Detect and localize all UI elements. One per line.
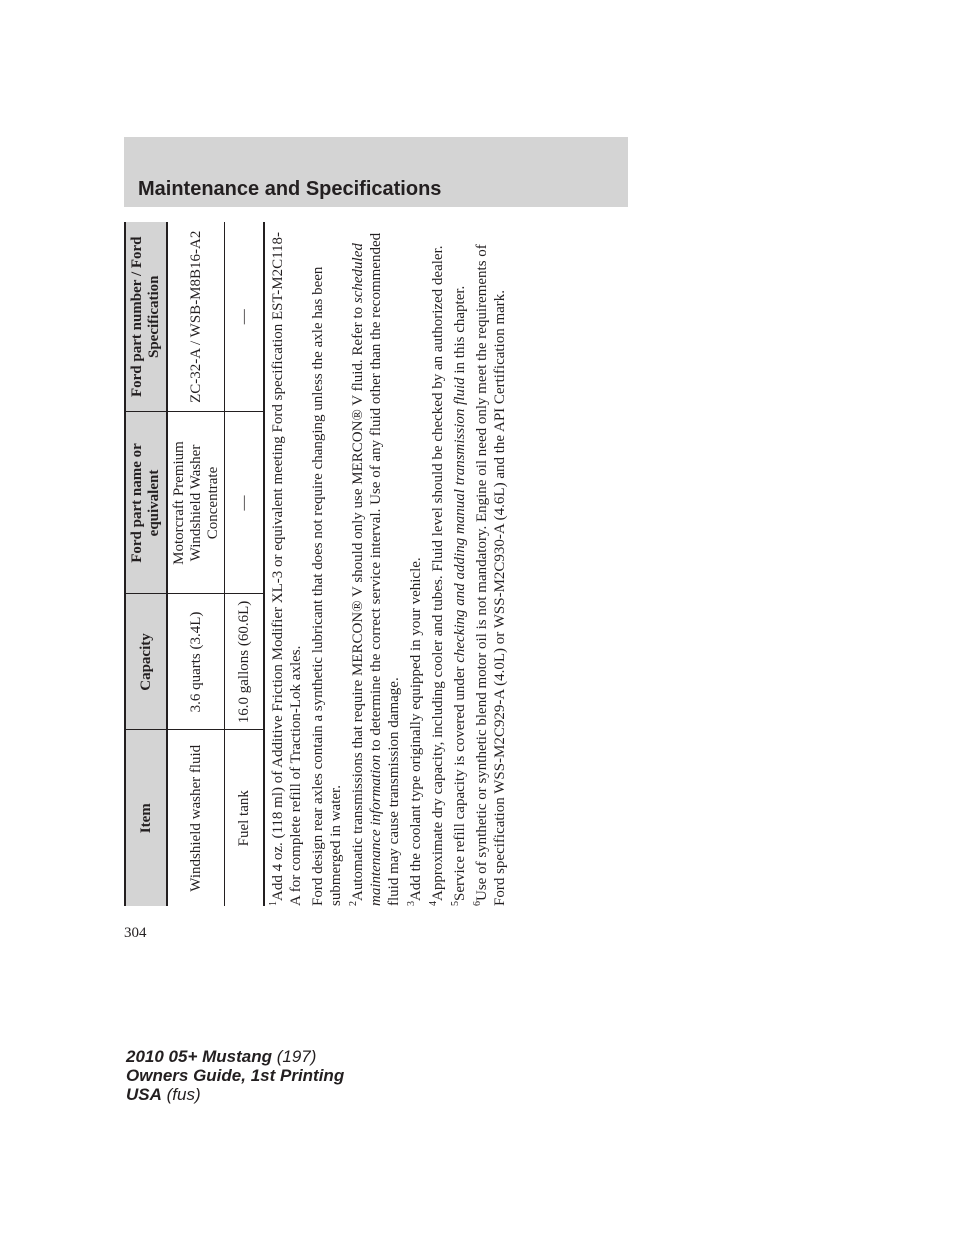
column-header-item: Item [125, 730, 167, 906]
footnote-text: Approximate dry capacity, including cooler and tubes. Fluid level should be checked by an authorized dealer. [430, 245, 446, 901]
footnote-mark: 6 [472, 901, 483, 906]
footnote-1 [269, 222, 305, 906]
footnote-3 [407, 222, 425, 906]
column-header-part-number: Ford part number / Ford Specification [125, 222, 167, 412]
table-cell: 16.0 gallons (60.6L) [225, 594, 265, 730]
footnote-text: Use of synthetic or synthetic blend motor oil is not mandatory. Engine oil need only meet the requirements of Ford specification WSS-M2C929-A (4.0L) or WSS-M2C930-A (4.6L) and the API Certification mark. [474, 244, 508, 906]
footnote-text: Add 4 oz. (118 ml) of Additive Friction Modifier XL-3 or equivalent meeting Ford specification EST-M2C118-A for complete refill of Traction-Lok axles. [270, 231, 304, 906]
footer-line-model [126, 1047, 344, 1066]
table-cell: ZC-32-A / WSB-M8B16-A2 [167, 222, 225, 412]
section-title: Maintenance and Specifications [138, 178, 442, 200]
column-header-part-name: Ford part name or equivalent [125, 412, 167, 594]
footnote-mark: 5 [450, 901, 461, 906]
footnote-text: Ford design rear axles contain a synthetic lubricant that does not require changing unless the axle has been submerged in water. [310, 266, 344, 906]
footer-line-guide [126, 1066, 344, 1085]
footnote-6 [473, 222, 509, 906]
footnote-2 [349, 222, 403, 906]
footer-model: 2010 05+ Mustang [126, 1047, 272, 1066]
footnote-italic-reference: checking and adding manual transmission fluid [452, 377, 468, 663]
footnote-italic-reference: scheduled maintenance information [350, 243, 384, 906]
footer-market-code: (fus) [166, 1085, 201, 1104]
footnote-text: to determine the correct service interval. Use of any fluid other than the recommended fluid may cause transmission damage. [368, 232, 402, 906]
footer-publication-info [126, 1047, 344, 1104]
footer-line-market [126, 1085, 344, 1104]
table-row [225, 222, 265, 906]
section-header-band [124, 137, 628, 207]
footnote-mark: 4 [428, 901, 439, 906]
table-cell: 3.6 quarts (3.4L) [167, 594, 225, 730]
table-row [167, 222, 225, 906]
table-cell: Motorcraft Premium Windshield Washer Concentrate [167, 412, 225, 594]
table-cell: Windshield washer fluid [167, 730, 225, 906]
column-header-capacity: Capacity [125, 594, 167, 730]
page-number: 304 [124, 925, 147, 941]
footnote-1-continued [309, 222, 345, 906]
rotated-content-block [124, 222, 560, 906]
footnote-mark: 3 [406, 901, 417, 906]
table-cell: Fuel tank [225, 730, 265, 906]
footnote-mark: 2 [348, 901, 359, 906]
footnote-text: Automatic transmissions that require MERCON® V should only use MERCON® V fluid. Refer to [350, 303, 366, 901]
footer-model-code: (197) [276, 1047, 317, 1066]
table-cell: — [225, 222, 265, 412]
footnote-5 [451, 222, 469, 906]
footnote-text: in this chapter. [452, 285, 468, 378]
table-cell: — [225, 412, 265, 594]
specifications-table [124, 222, 265, 906]
footer-guide: Owners Guide, 1st Printing [126, 1066, 345, 1085]
footnote-text: Add the coolant type originally equipped in your vehicle. [408, 557, 424, 901]
footnote-text: Service refill capacity is covered under [452, 662, 468, 901]
footnote-4 [429, 222, 447, 906]
table-header-row [125, 222, 167, 906]
footer-market: USA [126, 1085, 162, 1104]
footnote-mark: 1 [268, 901, 279, 906]
footnotes [269, 222, 509, 906]
